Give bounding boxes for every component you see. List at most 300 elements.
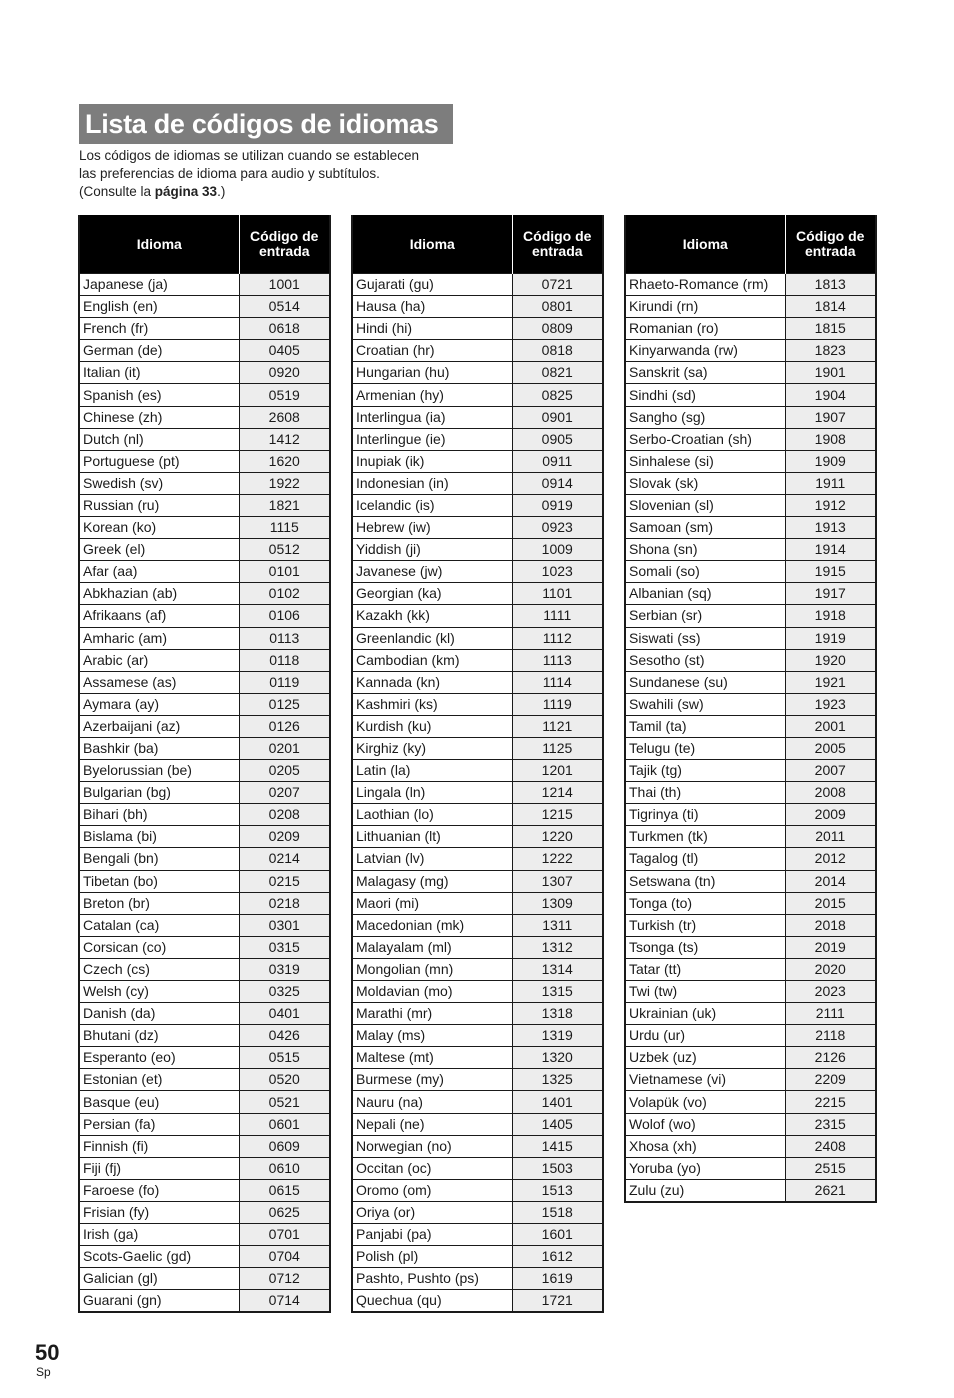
table-row	[79, 826, 330, 848]
table-row	[79, 760, 330, 782]
language-name-cell: Maltese (mt)	[352, 1047, 512, 1069]
table-row	[79, 1135, 330, 1157]
language-name-cell: Icelandic (is)	[352, 494, 512, 516]
table-row	[625, 517, 876, 539]
language-code-cell: 2111	[785, 1003, 876, 1025]
table-row	[79, 627, 330, 649]
table-row	[352, 561, 603, 583]
language-name-cell: Kannada (kn)	[352, 671, 512, 693]
language-code-cell: 1114	[512, 671, 603, 693]
language-code-cell: 2008	[785, 782, 876, 804]
language-code-cell: 1023	[512, 561, 603, 583]
table-row	[79, 274, 330, 296]
language-name-cell: Inupiak (ik)	[352, 450, 512, 472]
language-name-cell: Bashkir (ba)	[79, 737, 239, 759]
table-row	[625, 1025, 876, 1047]
table-row	[352, 450, 603, 472]
table-row	[352, 1179, 603, 1201]
table-row	[352, 583, 603, 605]
language-code-cell: 1503	[512, 1157, 603, 1179]
language-name-cell: Slovak (sk)	[625, 472, 785, 494]
language-name-cell: Hungarian (hu)	[352, 362, 512, 384]
language-code-cell: 2012	[785, 848, 876, 870]
table-row	[625, 274, 876, 296]
intro-text	[79, 147, 479, 201]
code-header-line-1: Código de	[250, 228, 319, 244]
language-code-cell: 0205	[239, 760, 330, 782]
language-code-cell: 1307	[512, 870, 603, 892]
language-code-cell: 1901	[785, 362, 876, 384]
language-code-cell: 1412	[239, 428, 330, 450]
language-name-cell: Samoan (sm)	[625, 517, 785, 539]
language-name-cell: Sundanese (su)	[625, 671, 785, 693]
table-row	[79, 1157, 330, 1179]
table-row	[625, 450, 876, 472]
code-header	[785, 215, 876, 274]
language-name-cell: Oromo (om)	[352, 1179, 512, 1201]
language-code-cell: 2005	[785, 737, 876, 759]
table-row	[79, 914, 330, 936]
language-code-cell: 0714	[239, 1290, 330, 1313]
language-code-cell: 1311	[512, 914, 603, 936]
code-header-line-2: entrada	[258, 243, 310, 259]
table-row	[352, 1290, 603, 1313]
language-name-cell: Italian (it)	[79, 362, 239, 384]
language-code-cell: 1908	[785, 428, 876, 450]
language-name-cell: Azerbaijani (az)	[79, 715, 239, 737]
language-name-cell: Urdu (ur)	[625, 1025, 785, 1047]
language-name-cell: Frisian (fy)	[79, 1201, 239, 1223]
language-name-cell: Sindhi (sd)	[625, 384, 785, 406]
language-code-cell: 0914	[512, 472, 603, 494]
language-code-cell: 1215	[512, 804, 603, 826]
table-row	[625, 804, 876, 826]
language-name-cell: Dutch (nl)	[79, 428, 239, 450]
language-name-cell: Shona (sn)	[625, 539, 785, 561]
table-row	[352, 318, 603, 340]
table-row	[352, 649, 603, 671]
table-row	[625, 318, 876, 340]
table-row	[352, 1047, 603, 1069]
language-name-cell: Moldavian (mo)	[352, 981, 512, 1003]
table-row	[79, 981, 330, 1003]
language-name-cell: Swahili (sw)	[625, 693, 785, 715]
language-name-cell: Malagasy (mg)	[352, 870, 512, 892]
table-row	[79, 870, 330, 892]
language-code-cell: 0920	[239, 362, 330, 384]
language-code-cell: 0201	[239, 737, 330, 759]
intro-line-2: las preferencias de idioma para audio y subtítulos.	[79, 166, 380, 181]
table-row	[625, 649, 876, 671]
language-name-cell: Rhaeto-Romance (rm)	[625, 274, 785, 296]
language-code-cell: 2215	[785, 1091, 876, 1113]
language-name-cell: Telugu (te)	[625, 737, 785, 759]
table-row	[625, 583, 876, 605]
table-row	[352, 1224, 603, 1246]
language-name-cell: Quechua (qu)	[352, 1290, 512, 1313]
table-header-row	[352, 215, 603, 274]
language-code-cell: 1917	[785, 583, 876, 605]
language-name-cell: Korean (ko)	[79, 517, 239, 539]
language-code-cell: 0615	[239, 1179, 330, 1201]
language-name-cell: Japanese (ja)	[79, 274, 239, 296]
language-name-cell: English (en)	[79, 296, 239, 318]
table-row	[625, 605, 876, 627]
language-code-cell: 1921	[785, 671, 876, 693]
language-name-cell: Slovenian (sl)	[625, 494, 785, 516]
language-code-cell: 2515	[785, 1157, 876, 1179]
language-code-cell: 0209	[239, 826, 330, 848]
table-row	[625, 870, 876, 892]
language-code-cell: 1320	[512, 1047, 603, 1069]
language-code-cell: 0102	[239, 583, 330, 605]
table-row	[625, 936, 876, 958]
table-row	[352, 1003, 603, 1025]
table-row	[352, 760, 603, 782]
language-name-cell: Javanese (jw)	[352, 561, 512, 583]
language-name-cell: Kazakh (kk)	[352, 605, 512, 627]
language-code-cell: 0609	[239, 1135, 330, 1157]
language-name-cell: Latin (la)	[352, 760, 512, 782]
language-code-cell: 1318	[512, 1003, 603, 1025]
language-code-cell: 1121	[512, 715, 603, 737]
table-row	[79, 649, 330, 671]
language-code-cell: 1220	[512, 826, 603, 848]
language-code-cell: 0215	[239, 870, 330, 892]
language-code-cell: 0923	[512, 517, 603, 539]
language-name-cell: Tamil (ta)	[625, 715, 785, 737]
table-row	[352, 737, 603, 759]
table-row	[79, 340, 330, 362]
table-row	[625, 539, 876, 561]
table-row	[352, 340, 603, 362]
language-code-cell: 1919	[785, 627, 876, 649]
table-row	[79, 472, 330, 494]
language-name-cell: Serbian (sr)	[625, 605, 785, 627]
table-row	[352, 539, 603, 561]
language-name-cell: Turkish (tr)	[625, 914, 785, 936]
table-row	[352, 362, 603, 384]
language-name-cell: Turkmen (tk)	[625, 826, 785, 848]
language-name-cell: Catalan (ca)	[79, 914, 239, 936]
language-code-cell: 2608	[239, 406, 330, 428]
language-code-cell: 0325	[239, 981, 330, 1003]
table-row	[352, 1268, 603, 1290]
language-code-cell: 0514	[239, 296, 330, 318]
language-code-cell: 2209	[785, 1069, 876, 1091]
language-name-cell: Yoruba (yo)	[625, 1157, 785, 1179]
table-row	[79, 1003, 330, 1025]
language-name-cell: Maori (mi)	[352, 892, 512, 914]
language-name-cell: Sinhalese (si)	[625, 450, 785, 472]
language-name-cell: Esperanto (eo)	[79, 1047, 239, 1069]
language-name-cell: Arabic (ar)	[79, 649, 239, 671]
language-name-cell: Portuguese (pt)	[79, 450, 239, 472]
language-name-cell: Laothian (lo)	[352, 804, 512, 826]
code-header	[512, 215, 603, 274]
language-name-cell: Tigrinya (ti)	[625, 804, 785, 826]
language-code-cell: 0101	[239, 561, 330, 583]
table-row	[352, 406, 603, 428]
table-row	[79, 1179, 330, 1201]
table-row	[625, 1135, 876, 1157]
language-code-cell: 1314	[512, 958, 603, 980]
language-name-cell: Nauru (na)	[352, 1091, 512, 1113]
page-title: Lista de códigos de idiomas	[79, 104, 453, 144]
language-name-cell: Hindi (hi)	[352, 318, 512, 340]
language-header: Idioma	[79, 215, 239, 274]
language-code-cell: 1312	[512, 936, 603, 958]
language-name-cell: Kashmiri (ks)	[352, 693, 512, 715]
language-name-cell: Wolof (wo)	[625, 1113, 785, 1135]
language-code-cell: 0818	[512, 340, 603, 362]
language-code-cell: 0625	[239, 1201, 330, 1223]
table-row	[352, 428, 603, 450]
language-code-cell: 0315	[239, 936, 330, 958]
language-name-cell: Oriya (or)	[352, 1201, 512, 1223]
language-code-cell: 1214	[512, 782, 603, 804]
page-reference: página 33	[154, 184, 218, 199]
language-code-cell: 0821	[512, 362, 603, 384]
table-row	[352, 981, 603, 1003]
language-code-cell: 2009	[785, 804, 876, 826]
language-code-cell: 0126	[239, 715, 330, 737]
language-code-cell: 2118	[785, 1025, 876, 1047]
language-code-cell: 1513	[512, 1179, 603, 1201]
language-code-cell: 0319	[239, 958, 330, 980]
table-row	[625, 627, 876, 649]
language-name-cell: Afrikaans (af)	[79, 605, 239, 627]
table-row	[352, 1201, 603, 1223]
language-name-cell: Interlingua (ia)	[352, 406, 512, 428]
table-row	[79, 384, 330, 406]
code-header-line-2: entrada	[804, 243, 856, 259]
language-name-cell: German (de)	[79, 340, 239, 362]
language-name-cell: Greek (el)	[79, 539, 239, 561]
language-code-cell: 0801	[512, 296, 603, 318]
language-name-cell: Russian (ru)	[79, 494, 239, 516]
table-row	[79, 494, 330, 516]
language-code-cell: 0401	[239, 1003, 330, 1025]
language-code-cell: 1821	[239, 494, 330, 516]
language-code-cell: 1415	[512, 1135, 603, 1157]
language-name-cell: Norwegian (no)	[352, 1135, 512, 1157]
language-name-cell: Greenlandic (kl)	[352, 627, 512, 649]
table-row	[352, 517, 603, 539]
table-row	[79, 1290, 330, 1313]
language-code-cell: 1518	[512, 1201, 603, 1223]
language-code-cell: 2014	[785, 870, 876, 892]
language-code-cell: 0911	[512, 450, 603, 472]
language-code-cell: 1923	[785, 693, 876, 715]
language-name-cell: Tonga (to)	[625, 892, 785, 914]
language-code-cell: 1325	[512, 1069, 603, 1091]
language-code-cell: 0118	[239, 649, 330, 671]
table-row	[625, 958, 876, 980]
language-code-cell: 2020	[785, 958, 876, 980]
table-row	[79, 737, 330, 759]
language-name-cell: Kinyarwanda (rw)	[625, 340, 785, 362]
language-name-cell: Abkhazian (ab)	[79, 583, 239, 605]
language-name-cell: Sangho (sg)	[625, 406, 785, 428]
language-name-cell: Assamese (as)	[79, 671, 239, 693]
table-row	[625, 428, 876, 450]
table-row	[79, 318, 330, 340]
language-name-cell: Breton (br)	[79, 892, 239, 914]
table-row	[625, 494, 876, 516]
language-name-cell: Lingala (ln)	[352, 782, 512, 804]
language-name-cell: Amharic (am)	[79, 627, 239, 649]
language-code-cell: 1620	[239, 450, 330, 472]
language-name-cell: Chinese (zh)	[79, 406, 239, 428]
language-code-cell: 2011	[785, 826, 876, 848]
language-code-cell: 1912	[785, 494, 876, 516]
table-row	[625, 782, 876, 804]
table-row	[79, 362, 330, 384]
table-row	[79, 583, 330, 605]
language-code-cell: 1813	[785, 274, 876, 296]
language-name-cell: Estonian (et)	[79, 1069, 239, 1091]
language-code-table-2	[351, 215, 604, 1313]
table-row	[79, 406, 330, 428]
language-code-cell: 1823	[785, 340, 876, 362]
table-row	[79, 958, 330, 980]
language-code-cell: 1119	[512, 693, 603, 715]
language-name-cell: Serbo-Croatian (sh)	[625, 428, 785, 450]
language-code-cell: 1222	[512, 848, 603, 870]
table-row	[625, 1113, 876, 1135]
language-code-cell: 0207	[239, 782, 330, 804]
table-row	[625, 760, 876, 782]
language-code-cell: 0106	[239, 605, 330, 627]
language-code-cell: 1319	[512, 1025, 603, 1047]
table-row	[625, 826, 876, 848]
language-name-cell: Corsican (co)	[79, 936, 239, 958]
language-name-cell: Byelorussian (be)	[79, 760, 239, 782]
language-code-cell: 0520	[239, 1069, 330, 1091]
language-code-cell: 1914	[785, 539, 876, 561]
table-row	[79, 715, 330, 737]
language-code-cell: 1111	[512, 605, 603, 627]
language-code-cell: 0825	[512, 384, 603, 406]
table-row	[625, 892, 876, 914]
table-row	[625, 737, 876, 759]
table-row	[625, 1069, 876, 1091]
table-row	[352, 958, 603, 980]
language-code-cell: 0919	[512, 494, 603, 516]
language-name-cell: Occitan (oc)	[352, 1157, 512, 1179]
table-row	[79, 1201, 330, 1223]
language-code-cell: 0701	[239, 1224, 330, 1246]
language-name-cell: Kirghiz (ky)	[352, 737, 512, 759]
language-name-cell: Malay (ms)	[352, 1025, 512, 1047]
language-code-cell: 0515	[239, 1047, 330, 1069]
table-row	[625, 384, 876, 406]
table-row	[352, 1091, 603, 1113]
table-row	[352, 782, 603, 804]
language-header: Idioma	[625, 215, 785, 274]
page-language-code: Sp	[36, 1365, 51, 1379]
table-row	[352, 715, 603, 737]
table-row	[79, 1025, 330, 1047]
language-code-cell: 0113	[239, 627, 330, 649]
intro-line-3-suffix: .)	[217, 184, 226, 199]
table-row	[352, 1025, 603, 1047]
language-code-cell: 0512	[239, 539, 330, 561]
table-row	[352, 627, 603, 649]
table-row	[352, 936, 603, 958]
table-row	[79, 1047, 330, 1069]
language-name-cell: Hausa (ha)	[352, 296, 512, 318]
language-code-cell: 1907	[785, 406, 876, 428]
language-name-cell: Panjabi (pa)	[352, 1224, 512, 1246]
page-number: 50	[35, 1340, 60, 1365]
language-name-cell: Bhutani (dz)	[79, 1025, 239, 1047]
language-code-cell: 1001	[239, 274, 330, 296]
language-code-cell: 1922	[239, 472, 330, 494]
table-row	[625, 472, 876, 494]
language-name-cell: Polish (pl)	[352, 1246, 512, 1268]
language-name-cell: Welsh (cy)	[79, 981, 239, 1003]
table-row	[625, 981, 876, 1003]
language-name-cell: Ukrainian (uk)	[625, 1003, 785, 1025]
language-name-cell: Kurdish (ku)	[352, 715, 512, 737]
language-name-cell: Croatian (hr)	[352, 340, 512, 362]
table-row	[79, 1113, 330, 1135]
language-name-cell: Galician (gl)	[79, 1268, 239, 1290]
language-code-cell: 1405	[512, 1113, 603, 1135]
table-row	[79, 693, 330, 715]
language-name-cell: Marathi (mr)	[352, 1003, 512, 1025]
language-code-cell: 2007	[785, 760, 876, 782]
table-row	[79, 1091, 330, 1113]
table-row	[625, 1157, 876, 1179]
table-row	[79, 1069, 330, 1091]
code-header-line-1: Código de	[796, 228, 865, 244]
language-code-cell: 1401	[512, 1091, 603, 1113]
table-row	[79, 605, 330, 627]
language-name-cell: Albanian (sq)	[625, 583, 785, 605]
language-code-cell: 1814	[785, 296, 876, 318]
language-name-cell: Macedonian (mk)	[352, 914, 512, 936]
language-name-cell: Romanian (ro)	[625, 318, 785, 340]
intro-line-3-prefix: (Consulte la	[79, 184, 155, 199]
language-name-cell: Interlingue (ie)	[352, 428, 512, 450]
language-code-cell: 1913	[785, 517, 876, 539]
language-code-cell: 1815	[785, 318, 876, 340]
language-code-cell: 0214	[239, 848, 330, 870]
table-row	[352, 870, 603, 892]
language-code-cell: 1601	[512, 1224, 603, 1246]
language-code-cell: 2019	[785, 936, 876, 958]
language-code-cell: 1125	[512, 737, 603, 759]
language-code-cell: 1009	[512, 539, 603, 561]
table-row	[79, 517, 330, 539]
language-name-cell: Tajik (tg)	[625, 760, 785, 782]
table-row	[352, 826, 603, 848]
language-name-cell: Sanskrit (sa)	[625, 362, 785, 384]
language-name-cell: Czech (cs)	[79, 958, 239, 980]
language-code-cell: 0704	[239, 1246, 330, 1268]
language-code-cell: 2621	[785, 1179, 876, 1202]
language-name-cell: Somali (so)	[625, 561, 785, 583]
language-code-cell: 2126	[785, 1047, 876, 1069]
language-code-cell: 1909	[785, 450, 876, 472]
language-name-cell: Tagalog (tl)	[625, 848, 785, 870]
table-row	[625, 561, 876, 583]
table-row	[79, 782, 330, 804]
language-code-cell: 1915	[785, 561, 876, 583]
